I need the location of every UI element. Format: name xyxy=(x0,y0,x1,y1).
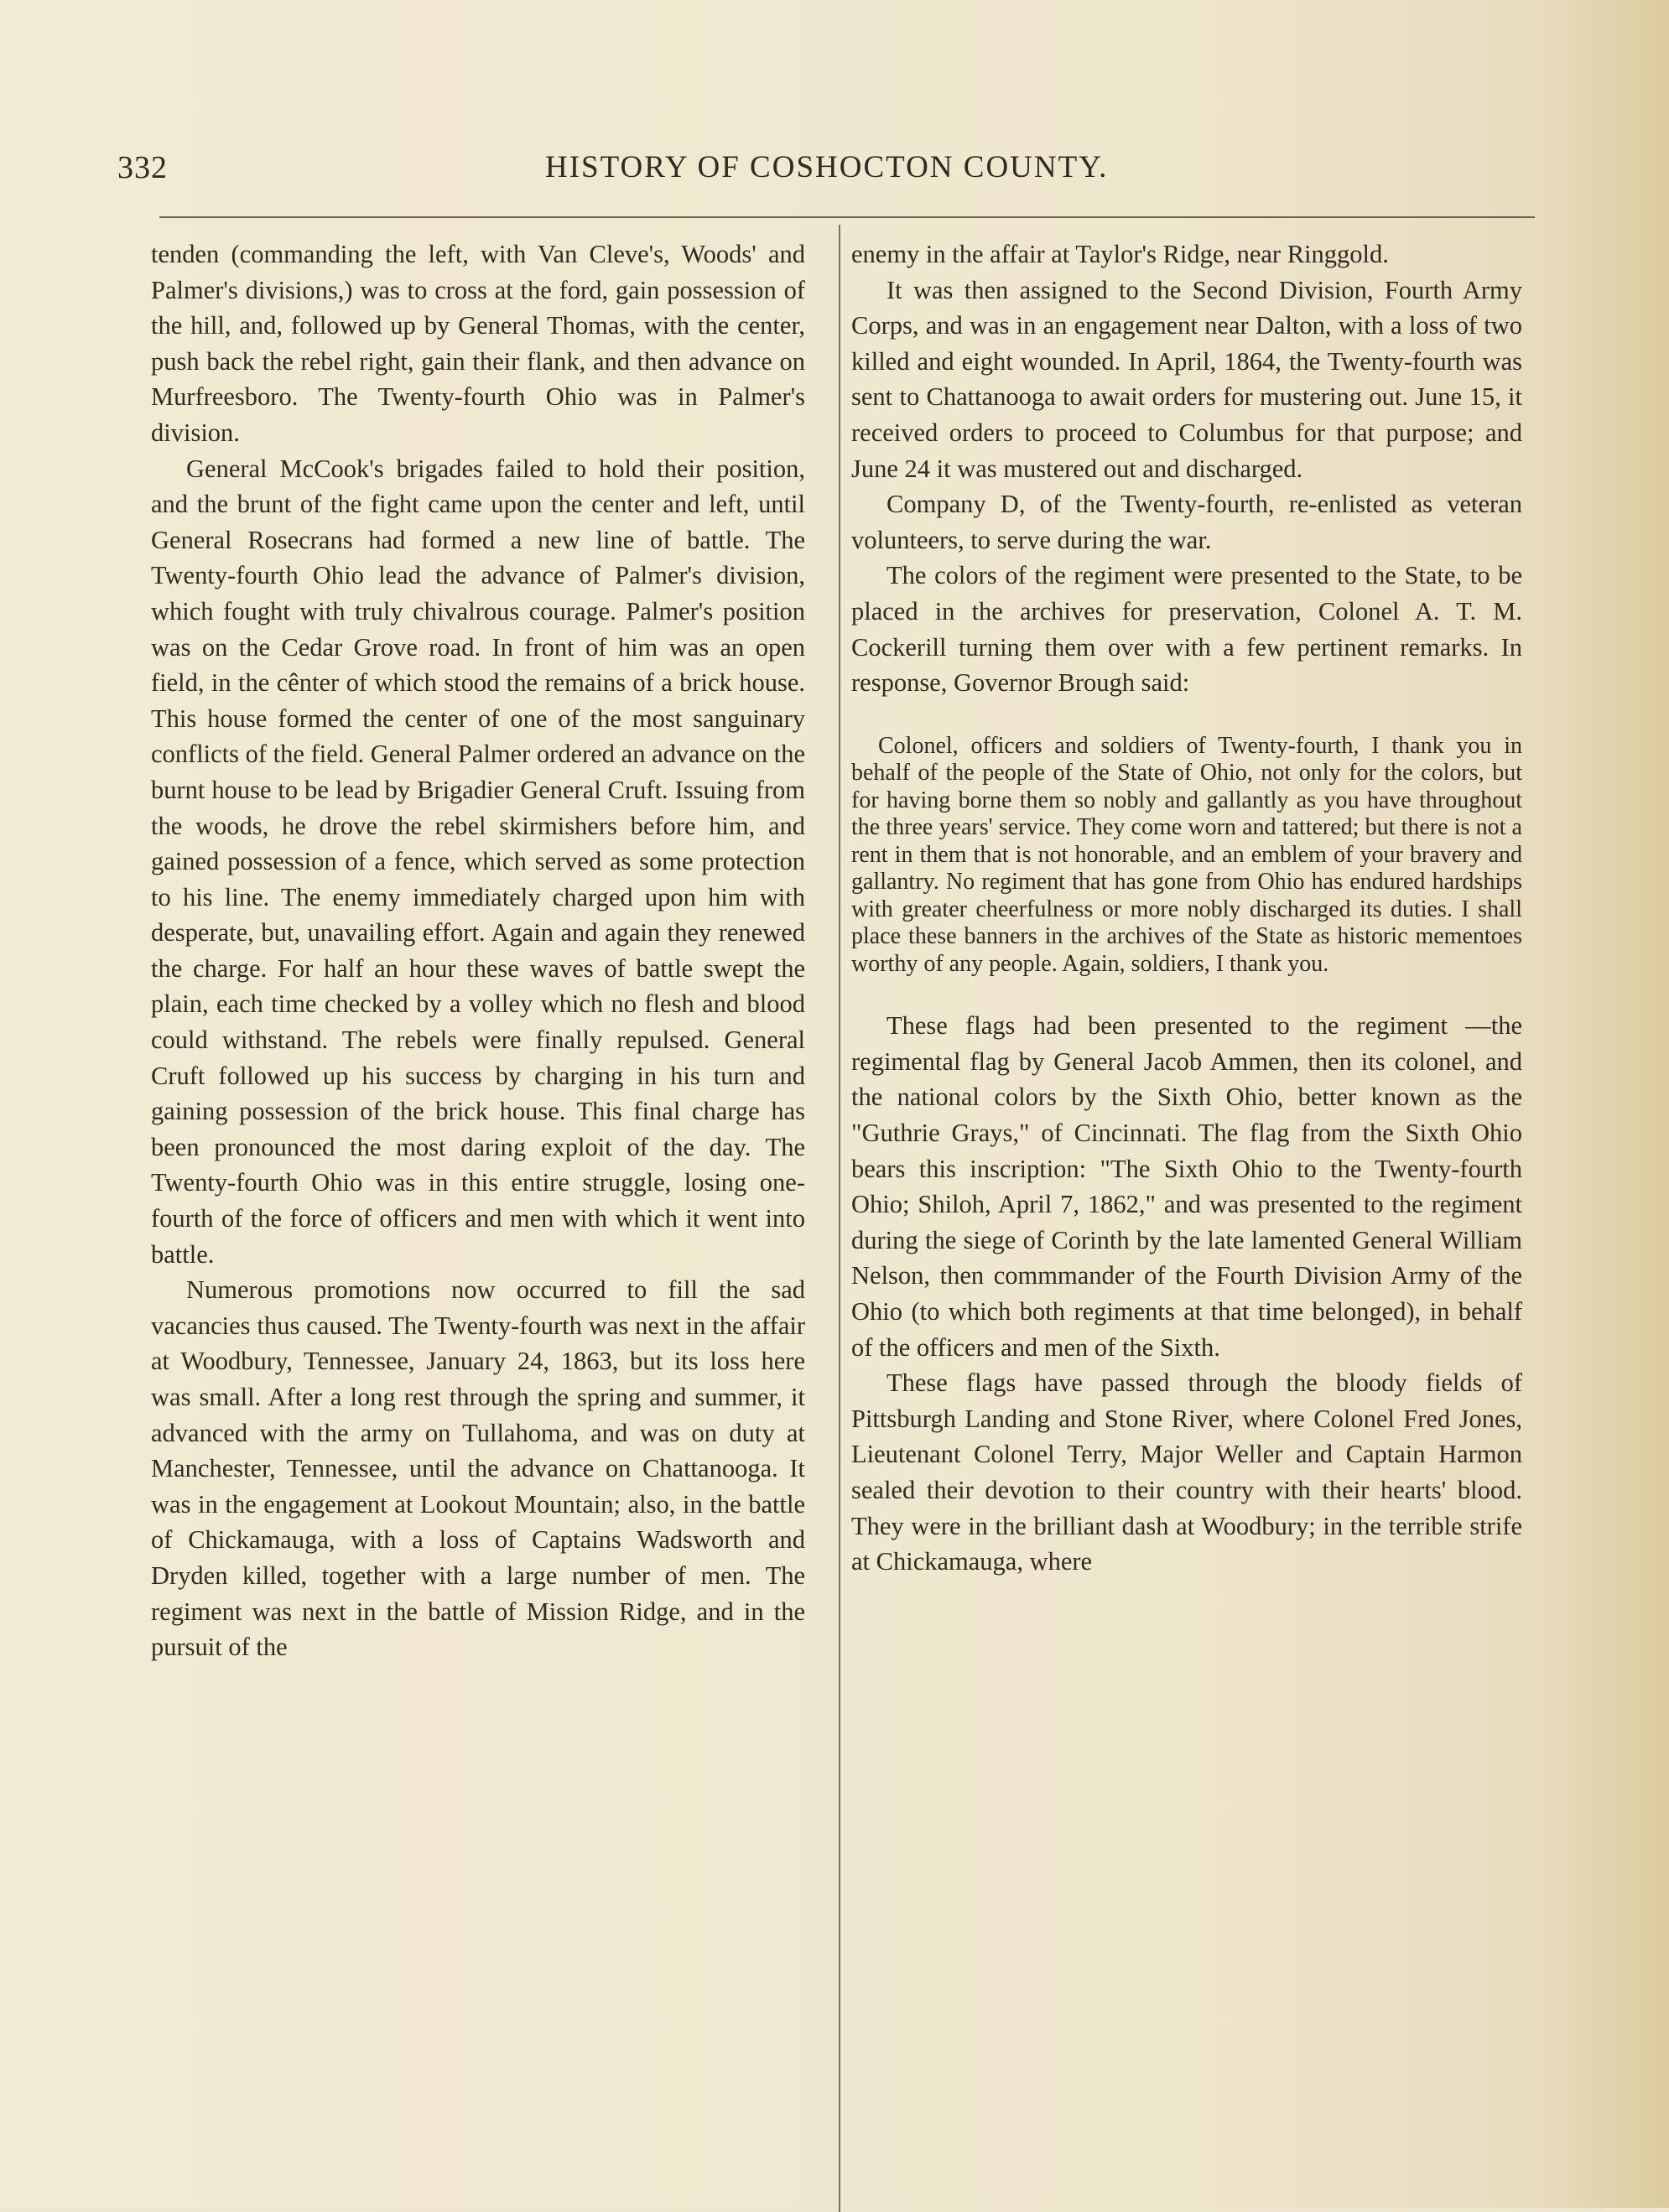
left-column xyxy=(151,236,805,2165)
right-paragraph-4: The colors of the regiment were presented to the State, to be placed in the archives for preservation, Colonel A. T. M. Cockerill turning them over with a few pertinent remarks. In response, Governor Brough said: xyxy=(851,561,1522,698)
page-number: 332 xyxy=(117,150,168,185)
column-divider xyxy=(839,225,840,2212)
governor-quote-text: Colonel, officers and soldiers of Twenty-fourth, I thank you in behalf of the people of the State of Ohio, not only for the colors, but for having borne them so nobly and gallantly as you have throughout the three years' service. They come worn and tattered; but there is not a rent in them that is not honorable, and an emblem of your bravery and gallantry. No regiment that has gone from Ohio has endured hardships with greater cheerfulness or more nobly discharged its duties. I shall place these banners in the archives of the State as historic mementoes worthy of any people. Again, soldiers, I thank you. xyxy=(851,732,1522,977)
header-rule xyxy=(159,216,1535,218)
right-paragraph-2: It was then assigned to the Second Division, Fourth Army Corps, and was in an engagement near Dalton, with a loss of two killed and eight wounded. In April, 1864, the Twenty-fourth was sent to Chattanooga to await orders for mustering out. June 15, it received orders to proceed to Columbus for that purpose; and June 24 it was mustered out and discharged. xyxy=(851,275,1522,483)
right-paragraph-5: These flags had been presented to the regiment —the regimental flag by General Jacob Ammen, then its colonel, and the national colors by the Sixth Ohio, better known as the "Guthrie Grays," of Cincinnati. The flag from the Sixth Ohio bears this inscription: "The Sixth Ohio to the Twenty-fourth Ohio; Shiloh, April 7, 1862," and was presented to the regiment during the siege of Corinth by the late lamented General William Nelson, then commmander of the Fourth Division Army of the Ohio (to which both regiments at that time belonged), in behalf of the officers and men of the Sixth. xyxy=(851,1011,1522,1362)
right-paragraph-1: enemy in the affair at Taylor's Ridge, near Ringgold. xyxy=(851,240,1389,268)
right-column xyxy=(851,236,1522,2165)
left-paragraph-1: tenden (commanding the left, with Van Cleve's, Woods' and Palmer's divisions,) was to cross at the ford, gain possession of the hill, and, followed up by General Thomas, with the center, push back the rebel right, gain their flank, and then advance on Murfreesboro. The Twenty-fourth Ohio was in Palmer's division. xyxy=(151,240,805,447)
running-head: HISTORY OF COSHOCTON COUNTY. xyxy=(545,150,1109,184)
left-paragraph-2: General McCook's brigades failed to hold their position, and the brunt of the fight came upon the center and left, until General Rosecrans had formed a new line of battle. The Twenty-fourth Ohio lead the advance of Palmer's division, which fought with truly chivalrous courage. Palmer's position was on the Cedar Grove road. In front of him was an open field, in the cênter of which stood the remains of a brick house. This house formed the center of one of the most sanguinary conflicts of the field. General Palmer ordered an advance on the burnt house to be lead by Brigadier General Cruft. Issuing from the woods, he drove the rebel skirmishers before him, and gained possession of a fence, which served as some protection to his line. The enemy immediately charged upon him with desperate, but, unavailing effort. Again and again they renewed the charge. For half an hour these waves of battle swept the plain, each time checked by a volley which no flesh and blood could withstand. The rebels were finally repulsed. General Cruft followed up his success by charging in his turn and gaining possession of the brick house. This final charge has been pronounced the most daring exploit of the day. The Twenty-fourth Ohio was in this entire struggle, losing one-fourth of the force of officers and men with which it went into battle. xyxy=(151,454,805,1269)
left-paragraph-3: Numerous promotions now occurred to fill the sad vacancies thus caused. The Twenty-fourth was next in the affair at Woodbury, Tennessee, January 24, 1863, but its loss here was small. After a long rest through the spring and summer, it advanced with the army on Tullahoma, and was on duty at Manchester, Tennessee, until the advance on Chattanooga. It was in the engagement at Lookout Mountain; also, in the battle of Chickamauga, with a loss of Captains Wadsworth and Dryden killed, together with a large number of men. The regiment was next in the battle of Mission Ridge, and in the pursuit of the xyxy=(151,1275,805,1662)
right-paragraph-6: These flags have passed through the bloody fields of Pittsburgh Landing and Stone River, where Colonel Fred Jones, Lieutenant Colonel Terry, Major Weller and Captain Harmon sealed their devotion to their country with their hearts' blood. They were in the brilliant dash at Woodbury; in the terrible strife at Chickamauga, where xyxy=(851,1368,1522,1576)
right-paragraph-3: Company D, of the Twenty-fourth, re-enlisted as veteran volunteers, to serve during the war. xyxy=(851,490,1522,554)
page-header xyxy=(117,149,1141,200)
governor-quote xyxy=(851,733,1522,979)
